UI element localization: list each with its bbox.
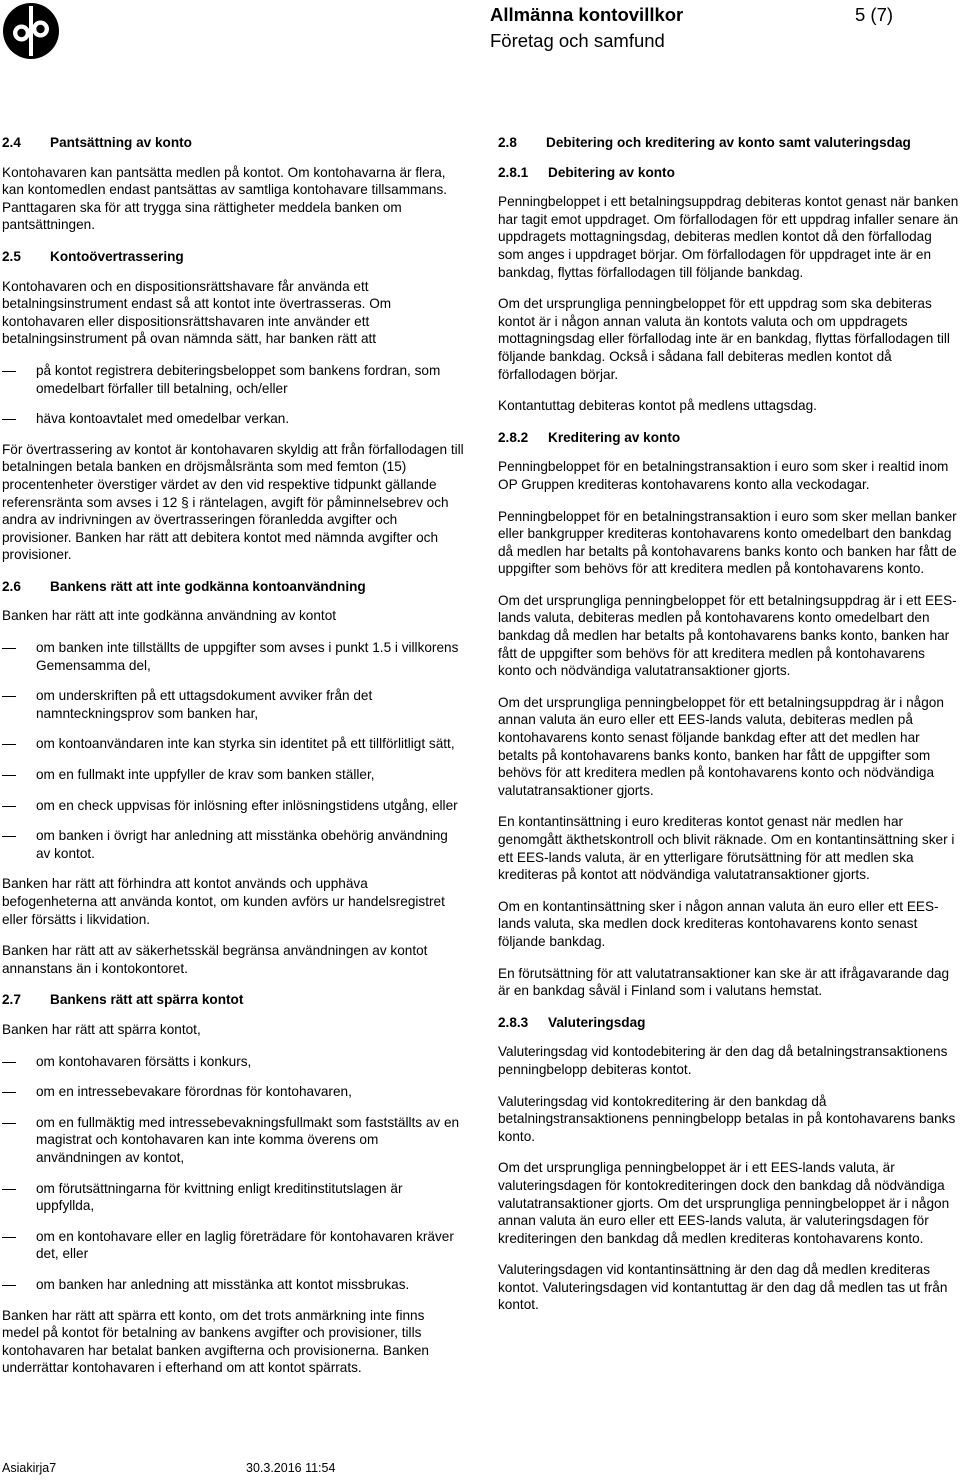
footer [2,1461,336,1475]
paragraph: Penningbeloppet i ett betalningsuppdrag debiteras kontot genast när banken har tagit emot uppdraget. Om förfallodagen för ett uppdrag infaller senare än uppdragets mottagningsdag, debiteras medlen kontot då den förfallodag som anges i uppdraget börjar. Om förfallodagen för uppdraget inte är en bankdag, flyttas förfallodagen till följande bankdag. [498,194,959,280]
paragraph: Valuteringsdag vid kontodebitering är den dag då betalningstransaktionens penningbelopp debiteras kontot. [498,1044,948,1077]
list-item: om en check uppvisas för inlösning efter inlösningstidens utgång, eller [2,797,464,815]
paragraph: En förutsättning för att valutatransaktioner kan ske är att ifrågavarande dag är en bankdag såväl i Finland som i valutans hemstat. [498,965,950,999]
paragraph: Om det ursprungliga penningbeloppet för ett betalningsuppdrag är i ett EES-lands valuta, debiteras medlen på kontohavarens konto omedelbart den bankdag då medlen har betalts på kontohavarens banks konto, banken har fått de uppgifter som behövs för att kreditera medlen på kontohavarens konto och nödvändiga valutatransaktioner gjorts. [498,592,957,679]
paragraph: Penningbeloppet för en betalningstransaktion i euro som sker i realtid inom OP Gruppen krediteras kontohavarens konto alla veckodagar. [498,459,949,492]
subsection-heading: 2.8.3 Valuteringsdag [498,1014,646,1030]
document-title: Allmänna kontovillkor [490,4,684,25]
paragraph: Valuteringsdagen vid kontantinsättning är den dag då medlen krediteras kontot. Valuteringsdagen vid kontantuttag är den dag då medlen tas ut från kontot. [498,1262,948,1313]
document-subtitle: Företag och samfund [490,30,665,51]
paragraph: Om det ursprungliga penningbeloppet för ett betalningsuppdrag är i någon annan valuta än euro eller ett EES-lands valuta, debiteras medlen på kontohavarens konto senast följande bankdag efter att det medlen har betalts på kontohavarens banks konto, banken har fått de uppgifter som behövs för att kreditera medlen på kontohavarens konto och nödvändiga valutatransaktioner gjorts. [498,694,944,798]
left-column [2,134,464,1391]
section-heading: 2.5 Kontoövertrassering [2,248,184,264]
footer-doc-id: Asiakirja7 [2,1461,57,1475]
paragraph: Valuteringsdag vid kontokreditering är den bankdag då betalningstransaktionens penningbelopp betalas in på kontohavarens banks konto. [498,1093,956,1144]
paragraph: Om det ursprungliga penningbeloppet är i ett EES-lands valuta, är valuteringsdagen för kontokrediteringen dock den bankdag då nödvändiga valutatransaktioner gjorts. Om det ursprungliga penningbeloppet är i någon annan valuta än euro eller ett EES-lands valuta, är valuteringsdagen för krediteringen den bankdag då medlen krediteras kontohavarens konto. [498,1160,950,1246]
list-item: om förutsättningarna för kvittning enligt kreditinstitutslagen är uppfyllda, [2,1180,464,1215]
section-heading: 2.8 Debitering och kreditering av konto samt valuteringsdag [498,135,911,150]
page-number: 5 (7) [855,4,894,25]
paragraph: En kontantinsättning i euro krediteras kontot genast när medlen har genomgått äkthetskontroll och blivit räknade. Om en kontantinsättning sker i ett EES-lands valuta, är en ytterligare förutsättning för att medlen ska krediteras på kontot att nödvändiga valutatransaktioner gjorts. [498,814,955,883]
list-item: om banken inte tillställts de uppgifter som avses i punkt 1.5 i villkorens Gemensamma del, [2,639,464,674]
subsection-heading: 2.8.2 Kreditering av konto [498,429,681,445]
paragraph: Banken har rätt att inte godkänna användning av kontot [2,608,337,624]
paragraph: Penningbeloppet för en betalningstransaktion i euro som sker mellan banker eller bankgrupper krediteras kontohavarens konto omedelbart den bankdag då medlen har betalts på kontohavarens banks konto och banken har fått de uppgifter som behövs för att kreditera medlen på kontohavarens konto. [498,508,957,577]
op-logo-icon [2,2,60,60]
list-item: om en kontohavare eller en laglig företrädare för kontohavaren kräver det, eller [2,1228,464,1263]
paragraph: Om det ursprungliga penningbeloppet för ett uppdrag som ska debiteras kontot är i någon annan valuta än kontots valuta och om uppdragets mottagningsdag eller förfallodag inte är en bankdag, flyttas förfallodagen till följande bankdag. Också i sådana fall debiteras medlen kontot då förfallodagen börjar. [498,296,950,382]
list-item: om banken har anledning att misstänka att kontot missbrukas. [2,1276,464,1294]
paragraph: Banken har rätt att av säkerhetsskäl begränsa användningen av kontot annanstans än i kontokontoret. [2,943,428,976]
list-item: på kontot registrera debiteringsbeloppet som bankens fordran, som omedelbart förfaller till betalning, och/eller [2,362,464,397]
subsection-heading: 2.8.1 Debitering av konto [498,164,675,180]
list-item: om en intressebevakare förordnas för kontohavaren, [2,1083,464,1101]
paragraph: Kontohavaren och en dispositionsrättshavare får använda ett betalningsinstrument endast så att kontot inte övertrasseras. Om kontohavaren eller dispositionsrättshavaren inte använder ett betalningsinstrument på ovan nämnda sätt, har banken rätt att [2,278,392,347]
paragraph: För övertrassering av kontot är kontohavaren skyldig att från förfallodagen till betalningen betala banken en dröjsmålsränta som med femton (15) procentenheter överstiger värdet av den vid respektive tidpunkt gällande referensränta som avses i 12 § i räntelagen, avgift för påminnelsebrev och andra av indrivningen av övertrasseringen föranledda avgifter och provisioner. Banken har rätt att debitera kontot med nämnda avgifter och provisioner. [2,441,464,563]
list-item: om en fullmakt inte uppfyller de krav som banken ställer, [2,766,464,784]
right-column [498,134,960,1328]
list-item: om kontoanvändaren inte kan styrka sin identitet på ett tillförlitligt sätt, [2,735,464,753]
section-heading: 2.4 Pantsättning av konto [2,135,192,150]
paragraph: Banken har rätt att spärra kontot, [2,1021,201,1037]
section-heading: 2.6 Bankens rätt att inte godkänna kontoanvändning [2,578,366,594]
paragraph: Kontantuttag debiteras kontot på medlens uttagsdag. [498,398,817,414]
paragraph: Kontohavaren kan pantsätta medlen på kontot. Om kontohavarna är flera, kan kontomedlen endast pantsättas av samtliga kontohavare tillsammans. Panttagaren ska för att trygga sina rättigheter meddela banken om pantsättningen. [2,164,448,233]
paragraph: Banken har rätt att förhindra att kontot används och upphäva befogenheterna att använda kontot, om kunden avförs ur handelsregistret eller försätts i likvidation. [2,876,445,927]
list-item: om kontohavaren försätts i konkurs, [2,1053,464,1071]
section-heading: 2.7 Bankens rätt att spärra kontot [2,992,244,1008]
paragraph: Banken har rätt att spärra ett konto, om det trots anmärkning inte finns medel på kontot för betalning av bankens avgifter och provisioner, tills kontohavaren har betalat banken avgifterna och provisionerna. Banken underrättar kontohavaren i efterhand om att kontot spärrats. [2,1307,429,1376]
list-item: häva kontoavtalet med omedelbar verkan. [2,410,464,428]
footer-date: 30.3.2016 11:54 [246,1461,336,1475]
list-item: om en fullmäktig med intressebevakningsfullmakt som fastställts av en magistrat och kontohavaren kan inte komma överens om användningen av kontot, [2,1114,464,1167]
paragraph: Om en kontantinsättning sker i någon annan valuta än euro eller ett EES-lands valuta, ska medlen dock krediteras kontohavarens konto senast följande bankdag. [498,898,939,949]
list-item: om underskriften på ett uttagsdokument avviker från det namnteckningsprov som banken har, [2,687,464,722]
list-item: om banken i övrigt har anledning att misstänka obehörig användning av kontot. [2,827,464,862]
